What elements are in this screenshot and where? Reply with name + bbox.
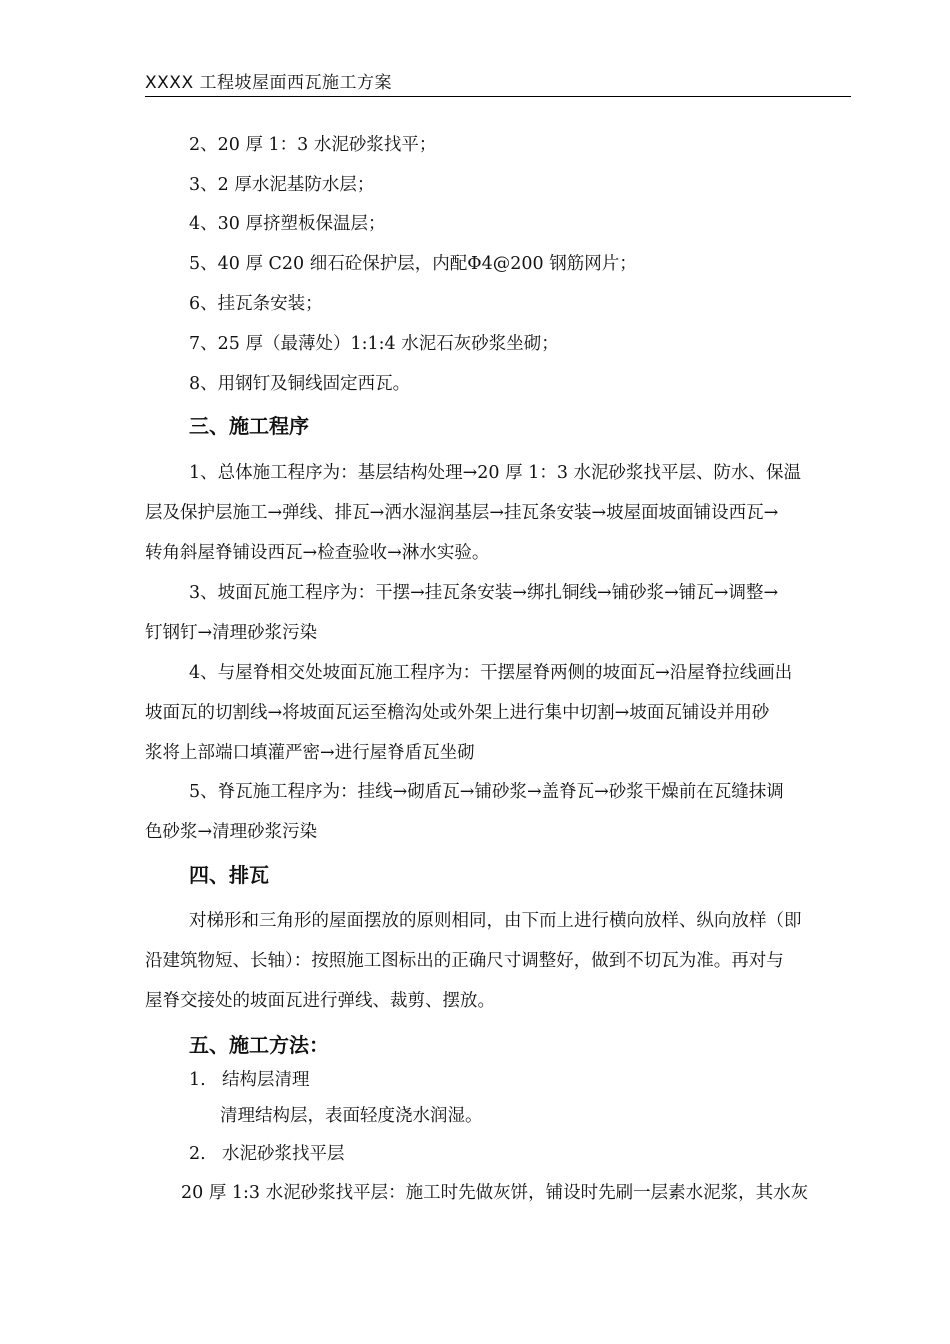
list-item-title: 水泥砂浆找平层: [222, 1144, 345, 1164]
section-heading-method: 五、施工方法：: [189, 1033, 329, 1057]
paragraph-line: 层及保护层施工→弹线、排瓦→洒水湿润基层→挂瓦条安装→坡屋面坡面铺设西瓦→: [145, 503, 779, 523]
layer-item: 5、40 厚 C20 细石砼保护层，内配Φ4@200 钢筋网片；: [189, 254, 637, 274]
section-heading-procedure: 三、施工程序: [189, 414, 309, 438]
layer-item: 3、2 厚水泥基防水层；: [189, 175, 375, 195]
paragraph-line: 色砂浆→清理砂浆污染: [145, 822, 318, 842]
paragraph-line: 对梯形和三角形的屋面摆放的原则相同，由下而上进行横向放样、纵向放样（即: [189, 911, 802, 931]
section-heading-tile-layout: 四、排瓦: [189, 863, 269, 887]
header-divider: [145, 96, 851, 97]
layer-item: 4、30 厚挤塑板保温层；: [189, 214, 386, 234]
list-number: 2.: [189, 1144, 206, 1164]
paragraph-line: 屋脊交接处的坡面瓦进行弹线、裁剪、摆放。: [145, 991, 495, 1011]
paragraph-line: 坡面瓦的切割线→将坡面瓦运至檐沟处或外架上进行集中切割→坡面瓦铺设并用砂: [145, 703, 770, 723]
layer-item: 7、25 厚（最薄处）1:1:4 水泥石灰砂浆坐砌；: [189, 334, 559, 354]
layer-item: 8、用钢钉及铜线固定西瓦。: [189, 374, 411, 394]
paragraph-line: 5、脊瓦施工程序为：挂线→砌盾瓦→铺砂浆→盖脊瓦→砂浆干燥前在瓦缝抹调: [189, 782, 784, 802]
paragraph-line: 浆将上部端口填灌严密→进行屋脊盾瓦坐砌: [145, 743, 475, 763]
paragraph-line: 钉钢钉→清理砂浆污染: [145, 623, 318, 643]
paragraph-line: 1、总体施工程序为：基层结构处理→20 厚 1：3 水泥砂浆找平层、防水、保温: [189, 463, 802, 483]
layer-item: 6、挂瓦条安装；: [189, 294, 323, 314]
document-header-title: XXXX 工程坡屋面西瓦施工方案: [145, 73, 392, 93]
list-number: 1.: [189, 1070, 206, 1090]
paragraph-line: 4、与屋脊相交处坡面瓦施工程序为：干摆屋脊两侧的坡面瓦→沿屋脊拉线画出: [189, 663, 793, 683]
layer-item: 2、20 厚 1：3 水泥砂浆找平；: [189, 135, 437, 155]
paragraph-line: 沿建筑物短、长轴）：按照施工图标出的正确尺寸调整好，做到不切瓦为准。再对与: [145, 951, 784, 971]
paragraph-line: 3、坡面瓦施工程序为：干摆→挂瓦条安装→绑扎铜线→铺砂浆→铺瓦→调整→: [189, 583, 779, 603]
paragraph-line: 20 厚 1:3 水泥砂浆找平层：施工时先做灰饼，铺设时先刷一层素水泥浆，其水灰: [181, 1183, 809, 1203]
list-item-title: 结构层清理: [222, 1070, 310, 1090]
paragraph-line: 清理结构层，表面轻度浇水润湿。: [220, 1106, 483, 1126]
paragraph-line: 转角斜屋脊铺设西瓦→检查验收→淋水实验。: [145, 543, 490, 563]
